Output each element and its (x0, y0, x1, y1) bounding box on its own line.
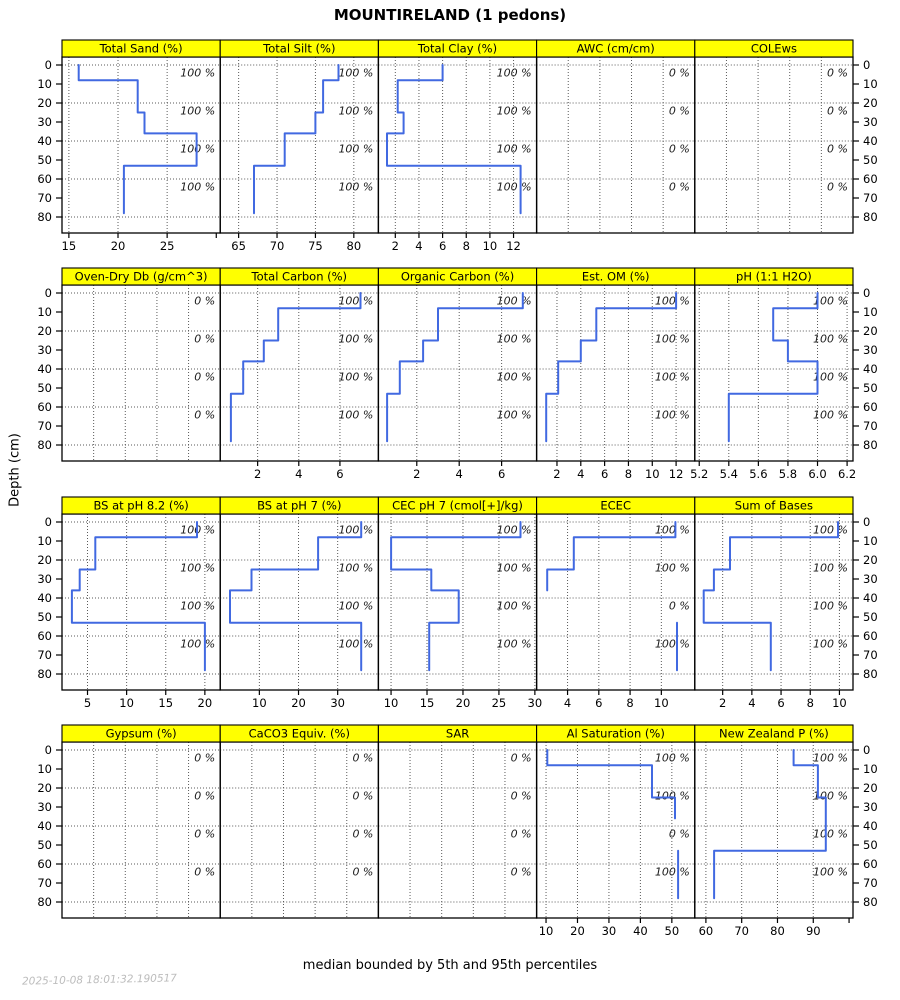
percent-label: 100 % (496, 142, 532, 156)
x-tick-label: 6 (497, 467, 506, 481)
x-tick-label: 30 (527, 696, 543, 710)
strip-title: CEC pH 7 (cmol[+]/kg) (392, 498, 523, 513)
caption: median bounded by 5th and 95th percentiles (302, 958, 598, 973)
percent-label: 100 % (813, 370, 848, 384)
percent-label: 0 % (827, 142, 848, 156)
y-tick-label-left: 30 (37, 800, 52, 814)
x-tick-label: 8 (626, 696, 634, 710)
percent-label: 100 % (813, 561, 848, 575)
x-tick-label: 5.6 (749, 467, 768, 481)
y-tick-label-left: 30 (37, 572, 52, 586)
y-tick-label-left: 0 (44, 286, 52, 300)
strip-title: COLEws (750, 41, 797, 56)
y-tick-label-left: 60 (37, 857, 52, 871)
percent-label: 0 % (510, 751, 532, 765)
percent-label: 100 % (180, 561, 216, 575)
x-tick-label: 10 (252, 696, 267, 710)
percent-label: 100 % (180, 599, 216, 613)
percent-label: 100 % (338, 294, 374, 308)
x-tick-label: 6 (777, 696, 785, 710)
strip-title: Total Silt (%) (263, 41, 336, 56)
y-tick-label-left: 0 (44, 515, 52, 529)
percent-label: 100 % (813, 865, 848, 879)
x-tick-label: 80 (770, 924, 785, 938)
y-tick-label-right: 30 (863, 115, 878, 129)
x-tick-label: 25 (159, 239, 175, 253)
y-tick-label-right: 50 (863, 838, 878, 852)
y-tick-label-right: 10 (863, 534, 878, 548)
percent-label: 0 % (352, 789, 374, 803)
strip-title: BS at pH 7 (%) (257, 498, 342, 513)
y-tick-label-left: 20 (37, 324, 52, 338)
x-tick-label: 90 (805, 924, 821, 938)
percent-label: 0 % (827, 104, 848, 118)
x-tick-label: 6 (336, 467, 344, 481)
percent-label: 100 % (496, 332, 532, 346)
percent-label: 100 % (338, 332, 374, 346)
y-tick-label-right: 70 (863, 419, 878, 433)
y-tick-label-right: 40 (863, 362, 878, 376)
strip-title: Total Carbon (%) (251, 269, 348, 284)
x-tick-label: 30 (601, 924, 617, 938)
y-tick-label-right: 20 (863, 781, 878, 795)
percent-label: 100 % (813, 637, 848, 651)
y-tick-label-left: 40 (37, 591, 52, 605)
x-tick-label: 10 (832, 696, 847, 710)
y-tick-label-right: 30 (863, 343, 878, 357)
percent-label: 100 % (338, 408, 374, 422)
strip-title: pH (1:1 H2O) (736, 269, 812, 284)
y-tick-label-left: 10 (37, 77, 52, 91)
y-tick-label-left: 20 (37, 553, 52, 567)
percent-label: 100 % (496, 66, 532, 80)
percent-label: 100 % (496, 408, 532, 422)
percent-label: 0 % (668, 827, 690, 841)
x-tick-label: 20 (291, 696, 306, 710)
x-tick-label: 2 (391, 239, 399, 253)
y-tick-label-right: 0 (863, 58, 871, 72)
percent-label: 0 % (668, 599, 690, 613)
x-tick-label: 15 (419, 696, 435, 710)
y-tick-label-right: 40 (863, 134, 878, 148)
x-tick-label: 15 (61, 239, 77, 253)
x-tick-label: 70 (269, 239, 285, 253)
percent-label: 100 % (180, 66, 216, 80)
x-tick-label: 8 (462, 239, 470, 253)
x-tick-label: 6.2 (837, 467, 857, 481)
y-tick-label-left: 10 (37, 305, 52, 319)
x-tick-label: 40 (633, 924, 648, 938)
percent-label: 100 % (496, 104, 532, 118)
percent-label: 100 % (496, 561, 532, 575)
x-tick-label: 10 (119, 696, 134, 710)
percent-label: 100 % (338, 637, 374, 651)
percent-label: 100 % (813, 751, 848, 765)
percent-label: 100 % (338, 599, 374, 613)
x-tick-label: 6 (595, 696, 603, 710)
x-tick-label: 75 (308, 239, 323, 253)
profile-line (254, 65, 339, 213)
y-tick-label-left: 50 (37, 610, 52, 624)
x-tick-label: 6.0 (808, 467, 827, 481)
strip-title: CaCO3 Equiv. (%) (248, 726, 350, 741)
percent-label: 0 % (668, 104, 690, 118)
percent-label: 100 % (654, 865, 690, 879)
x-tick-label: 4 (577, 467, 585, 481)
y-tick-label-right: 50 (863, 610, 878, 624)
timestamp-watermark: 2025-10-08 18:01:32.190517 (21, 972, 178, 988)
percent-label: 100 % (654, 523, 690, 537)
strip-title: BS at pH 8.2 (%) (93, 498, 189, 513)
y-tick-label-left: 10 (37, 762, 52, 776)
x-tick-label: 4 (455, 467, 463, 481)
y-tick-label-left: 80 (37, 210, 52, 224)
x-tick-label: 12 (506, 239, 521, 253)
x-tick-label: 80 (346, 239, 362, 253)
percent-label: 100 % (654, 370, 690, 384)
percent-label: 0 % (352, 827, 374, 841)
x-tick-label: 20 (455, 696, 471, 710)
percent-label: 100 % (338, 561, 374, 575)
strip-title: Total Clay (%) (417, 41, 498, 56)
percent-label: 0 % (510, 789, 532, 803)
profile-line (729, 293, 818, 441)
y-tick-label-right: 80 (863, 895, 878, 909)
y-tick-label-left: 60 (37, 400, 52, 414)
percent-label: 100 % (338, 370, 374, 384)
percent-label: 100 % (813, 408, 848, 422)
strip-title: Est. OM (%) (581, 269, 650, 284)
percent-label: 0 % (194, 294, 216, 308)
y-tick-label-right: 40 (863, 591, 878, 605)
y-tick-label-left: 80 (37, 667, 52, 681)
percent-label: 0 % (352, 751, 374, 765)
x-tick-label: 6 (438, 239, 447, 253)
y-tick-label-left: 70 (37, 876, 52, 890)
percent-label: 0 % (827, 180, 848, 194)
percent-label: 0 % (668, 180, 690, 194)
y-tick-label-right: 70 (863, 876, 878, 890)
percent-label: 100 % (813, 599, 848, 613)
percent-label: 100 % (813, 827, 848, 841)
x-tick-label: 50 (664, 924, 680, 938)
y-tick-label-left: 70 (37, 648, 52, 662)
x-tick-label: 4 (415, 239, 423, 253)
x-tick-label: 12 (668, 467, 684, 481)
x-tick-label: 30 (330, 696, 345, 710)
percent-label: 100 % (180, 104, 216, 118)
x-tick-label: 4 (295, 467, 303, 481)
x-tick-label: 25 (491, 696, 507, 710)
x-tick-label: 10 (538, 924, 554, 938)
y-tick-label-right: 30 (863, 572, 878, 586)
strip-title: ECEC (600, 498, 631, 513)
percent-label: 100 % (180, 142, 216, 156)
y-tick-label-left: 60 (37, 629, 52, 643)
y-tick-label-left: 80 (37, 438, 52, 452)
y-tick-label-right: 60 (863, 400, 878, 414)
percent-label: 100 % (180, 523, 216, 537)
y-tick-label-left: 50 (37, 153, 52, 167)
y-tick-label-right: 10 (863, 77, 878, 91)
percent-label: 100 % (813, 523, 848, 537)
x-tick-label: 10 (482, 239, 498, 253)
x-tick-label: 15 (158, 696, 174, 710)
percent-label: 100 % (813, 332, 848, 346)
y-tick-label-left: 0 (44, 743, 52, 757)
percent-label: 100 % (180, 637, 216, 651)
y-tick-label-left: 20 (37, 96, 52, 110)
y-tick-label-right: 10 (863, 305, 878, 319)
x-tick-label: 5.4 (719, 467, 738, 481)
y-tick-label-right: 50 (863, 153, 878, 167)
percent-label: 100 % (654, 637, 690, 651)
percent-label: 0 % (510, 827, 532, 841)
percent-label: 100 % (654, 751, 690, 765)
y-tick-label-right: 40 (863, 819, 878, 833)
percent-label: 100 % (654, 332, 690, 346)
strip-title: SAR (445, 726, 470, 741)
y-tick-label-right: 30 (863, 800, 878, 814)
percent-label: 100 % (496, 599, 532, 613)
y-tick-label-right: 0 (863, 286, 871, 300)
percent-label: 100 % (338, 523, 374, 537)
percent-label: 100 % (654, 408, 690, 422)
y-tick-label-left: 40 (37, 362, 52, 376)
y-tick-label-left: 20 (37, 781, 52, 795)
strip-title: Sum of Bases (734, 498, 813, 513)
percent-label: 0 % (194, 370, 216, 384)
x-tick-label: 60 (698, 924, 714, 938)
percent-label: 0 % (194, 408, 216, 422)
y-tick-label-right: 0 (863, 743, 871, 757)
percent-label: 0 % (352, 865, 374, 879)
percent-label: 100 % (338, 66, 374, 80)
percent-label: 100 % (813, 294, 848, 308)
percent-label: 0 % (194, 789, 216, 803)
x-tick-label: 4 (563, 696, 572, 710)
y-tick-label-right: 20 (863, 96, 878, 110)
profile-line (79, 65, 197, 213)
strip-title: Organic Carbon (%) (400, 269, 515, 284)
y-tick-label-right: 60 (863, 857, 878, 871)
y-tick-label-left: 40 (37, 819, 52, 833)
percent-label: 100 % (496, 180, 532, 194)
y-tick-label-left: 10 (37, 534, 52, 548)
x-tick-label: 6 (600, 467, 609, 481)
x-tick-label: 2 (413, 467, 421, 481)
percent-label: 100 % (654, 789, 690, 803)
x-tick-label: 10 (644, 467, 660, 481)
strip-title: Oven-Dry Db (g/cm^3) (74, 269, 208, 284)
strip-title: New Zealand P (%) (719, 726, 829, 741)
percent-label: 0 % (510, 865, 532, 879)
x-tick-label: 65 (231, 239, 246, 253)
x-tick-label: 5.2 (690, 467, 709, 481)
y-tick-label-right: 80 (863, 210, 878, 224)
profile-line (714, 750, 826, 898)
y-axis-title: Depth (cm) (7, 433, 23, 507)
percent-label: 0 % (194, 332, 216, 346)
y-tick-label-left: 30 (37, 115, 52, 129)
percent-label: 0 % (194, 865, 216, 879)
x-tick-label: 5 (83, 696, 92, 710)
y-tick-label-right: 0 (863, 515, 871, 529)
x-tick-label: 20 (110, 239, 126, 253)
y-tick-label-right: 80 (863, 667, 878, 681)
x-tick-label: 2 (719, 696, 727, 710)
y-tick-label-right: 50 (863, 381, 878, 395)
y-tick-label-left: 60 (37, 172, 52, 186)
x-tick-label: 4 (748, 696, 756, 710)
percent-label: 0 % (668, 142, 690, 156)
x-tick-label: 20 (197, 696, 213, 710)
percent-label: 0 % (827, 66, 848, 80)
percent-label: 100 % (338, 142, 374, 156)
strip-title: AWC (cm/cm) (576, 41, 655, 56)
x-tick-label: 8 (624, 467, 633, 481)
strip-title: Gypsum (%) (105, 726, 177, 741)
percent-label: 0 % (668, 66, 690, 80)
percent-label: 100 % (496, 523, 532, 537)
percent-label: 100 % (496, 370, 532, 384)
y-tick-label-right: 80 (863, 438, 878, 452)
y-tick-label-right: 70 (863, 191, 878, 205)
y-tick-label-left: 80 (37, 895, 52, 909)
percent-label: 100 % (338, 180, 374, 194)
percent-label: 100 % (338, 104, 374, 118)
y-tick-label-right: 70 (863, 648, 878, 662)
x-tick-label: 10 (654, 696, 669, 710)
y-tick-label-right: 60 (863, 629, 878, 643)
y-tick-label-left: 50 (37, 381, 52, 395)
y-tick-label-right: 10 (863, 762, 878, 776)
y-tick-label-left: 70 (37, 191, 52, 205)
percent-label: 0 % (194, 751, 216, 765)
x-tick-label: 20 (570, 924, 585, 938)
y-tick-label-left: 0 (44, 58, 52, 72)
y-tick-label-left: 70 (37, 419, 52, 433)
y-tick-label-left: 30 (37, 343, 52, 357)
percent-label: 100 % (496, 294, 532, 308)
strip-title: Al Saturation (%) (566, 726, 665, 741)
y-tick-label-left: 40 (37, 134, 52, 148)
percent-label: 100 % (654, 561, 690, 575)
x-tick-label: 10 (383, 696, 399, 710)
x-tick-label: 70 (734, 924, 750, 938)
y-tick-label-right: 20 (863, 553, 878, 567)
x-tick-label: 5.8 (778, 467, 798, 481)
y-tick-label-left: 50 (37, 838, 52, 852)
chart-title: MOUNTIRELAND (1 pedons) (333, 6, 567, 24)
x-tick-label: 2 (253, 467, 262, 481)
percent-label: 100 % (654, 294, 690, 308)
percent-label: 0 % (194, 827, 216, 841)
y-tick-label-right: 60 (863, 172, 878, 186)
y-tick-label-right: 20 (863, 324, 878, 338)
percent-label: 100 % (813, 789, 848, 803)
percent-label: 100 % (496, 637, 532, 651)
x-tick-label: 2 (553, 467, 561, 481)
strip-title: Total Sand (%) (99, 41, 183, 56)
percent-label: 100 % (180, 180, 216, 194)
x-tick-label: 8 (806, 696, 814, 710)
